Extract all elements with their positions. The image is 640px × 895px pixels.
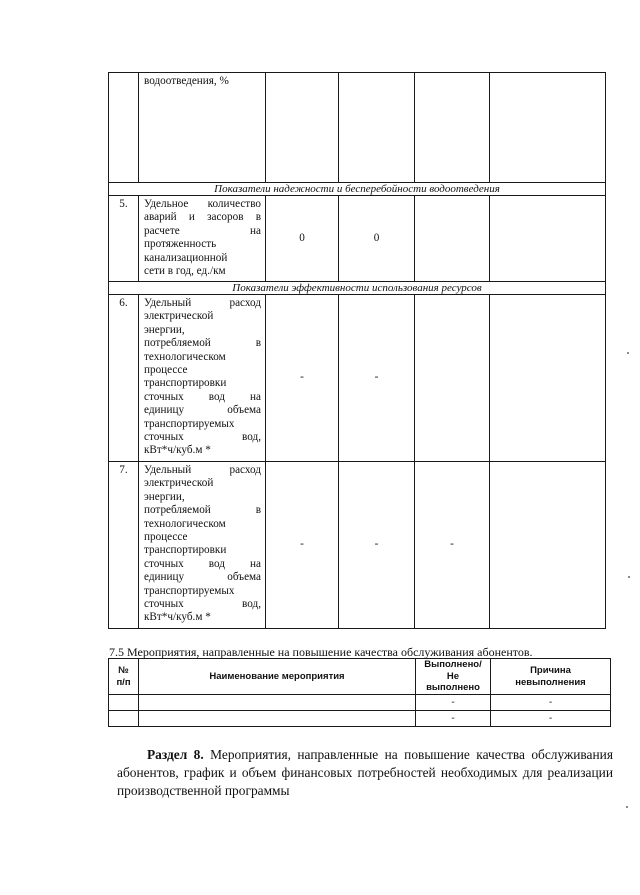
done-status: - [416, 711, 491, 727]
header-done-line: выполнено [426, 682, 480, 694]
table-row [109, 295, 606, 462]
value-cell [266, 73, 339, 183]
section-8-line: абонентов, график и объем финансовых потребностей необходимых для реализации [117, 765, 613, 780]
table-row [109, 695, 611, 711]
row-number [109, 711, 139, 727]
header-name: Наименование мероприятия [139, 659, 416, 695]
indicator-line: сети в год, ед./км [144, 265, 226, 278]
indicator-line: электрической [144, 310, 214, 323]
header-num [109, 659, 139, 695]
row-number: 5. [109, 196, 139, 282]
table-row [109, 73, 606, 183]
indicator-line: транспортировки [144, 377, 227, 390]
value-cell: - [415, 462, 490, 629]
value-cell [490, 73, 606, 183]
scan-speck [626, 806, 628, 808]
row-number: 7. [109, 462, 139, 629]
section-header-row [109, 183, 606, 196]
header-done-line: Выполнено/ [424, 659, 482, 671]
indicator-line: транспортируемых [144, 417, 235, 430]
header-reason-line: невыполнения [515, 676, 586, 688]
section-8-title-start: Мероприятия, направленные на повышение качества обслуживания [210, 747, 613, 762]
measures-table [108, 658, 611, 727]
indicator-line: транспортировки [144, 544, 227, 557]
indicator-line: сточных вод на [144, 390, 261, 403]
header-num-line: п/п [116, 676, 131, 688]
row-number: 6. [109, 295, 139, 462]
header-num-line: № [118, 665, 129, 676]
section-8-paragraph [117, 746, 613, 800]
value-cell [415, 196, 490, 282]
section-title-reliability: Показатели надежности и бесперебойности водоотведения [109, 183, 606, 196]
indicator-line: сточных вод, [144, 598, 261, 611]
indicator-line: Удельный расход [144, 464, 261, 476]
indicator-name-cell [139, 462, 266, 629]
scan-speck [628, 576, 630, 578]
failure-reason: - [491, 695, 611, 711]
indicator-line: канализационной [144, 251, 228, 264]
value-cell: - [339, 462, 415, 629]
section-header-row [109, 282, 606, 295]
measure-name [139, 711, 416, 727]
value-cell: - [339, 295, 415, 462]
indicator-line: кВт*ч/куб.м * [144, 444, 211, 457]
table-row [109, 462, 606, 629]
failure-reason: - [491, 711, 611, 727]
subsection-caption: 7.5 Мероприятия, направленные на повышение качества обслуживания абонентов. [109, 645, 533, 659]
header-reason [491, 659, 611, 695]
indicator-line: энергии, [144, 490, 185, 503]
table-row [109, 196, 606, 282]
indicator-line: потребляемой в [144, 337, 261, 350]
value-cell [415, 73, 490, 183]
indicator-line: потребляемой в [144, 504, 261, 517]
done-status: - [416, 695, 491, 711]
section-title-efficiency: Показатели эффективности использования ресурсов [109, 282, 606, 295]
indicator-line: аварий и засоров в [144, 211, 261, 224]
indicator-line: сточных вод, [144, 431, 261, 444]
value-cell [490, 196, 606, 282]
indicator-line: технологическом [144, 350, 226, 363]
indicator-line: расчете на [144, 224, 261, 237]
row-number-cell [109, 73, 139, 183]
indicator-line: Удельное количество [144, 198, 261, 210]
indicator-line: энергии, [144, 323, 185, 336]
indicator-line: процессе [144, 531, 188, 544]
value-cell [339, 73, 415, 183]
header-done-line: Не [446, 670, 460, 682]
indicator-line: технологическом [144, 517, 226, 530]
value-cell [490, 462, 606, 629]
indicator-line: Удельный расход [144, 297, 261, 309]
indicators-table [108, 72, 606, 629]
indicator-name-cell [139, 196, 266, 282]
indicator-line: кВт*ч/куб.м * [144, 611, 211, 624]
header-reason-line: Причина [530, 665, 571, 676]
value-cell: 0 [339, 196, 415, 282]
table-row [109, 711, 611, 727]
section-8-line: производственной программы [117, 783, 290, 798]
header-done [416, 659, 491, 695]
table-header-row [109, 659, 611, 695]
indicator-line: электрической [144, 477, 214, 490]
indicator-line: процессе [144, 364, 188, 377]
value-cell [490, 295, 606, 462]
row-number [109, 695, 139, 711]
indicator-name-cell [139, 73, 266, 183]
indicator-name: водоотведения, % [144, 75, 229, 87]
value-cell: - [266, 462, 339, 629]
scan-speck [627, 352, 629, 354]
section-8-label: Раздел 8. [147, 747, 204, 762]
indicator-name-cell [139, 295, 266, 462]
value-cell: 0 [266, 196, 339, 282]
indicator-line: единицу объема [144, 571, 261, 584]
section-8-line [117, 746, 613, 764]
indicator-line: единицу объема [144, 404, 261, 417]
indicator-line: протяженность [144, 238, 217, 251]
measure-name [139, 695, 416, 711]
value-cell [415, 295, 490, 462]
value-cell: - [266, 295, 339, 462]
indicator-line: сточных вод на [144, 557, 261, 570]
indicator-line: транспортируемых [144, 584, 235, 597]
